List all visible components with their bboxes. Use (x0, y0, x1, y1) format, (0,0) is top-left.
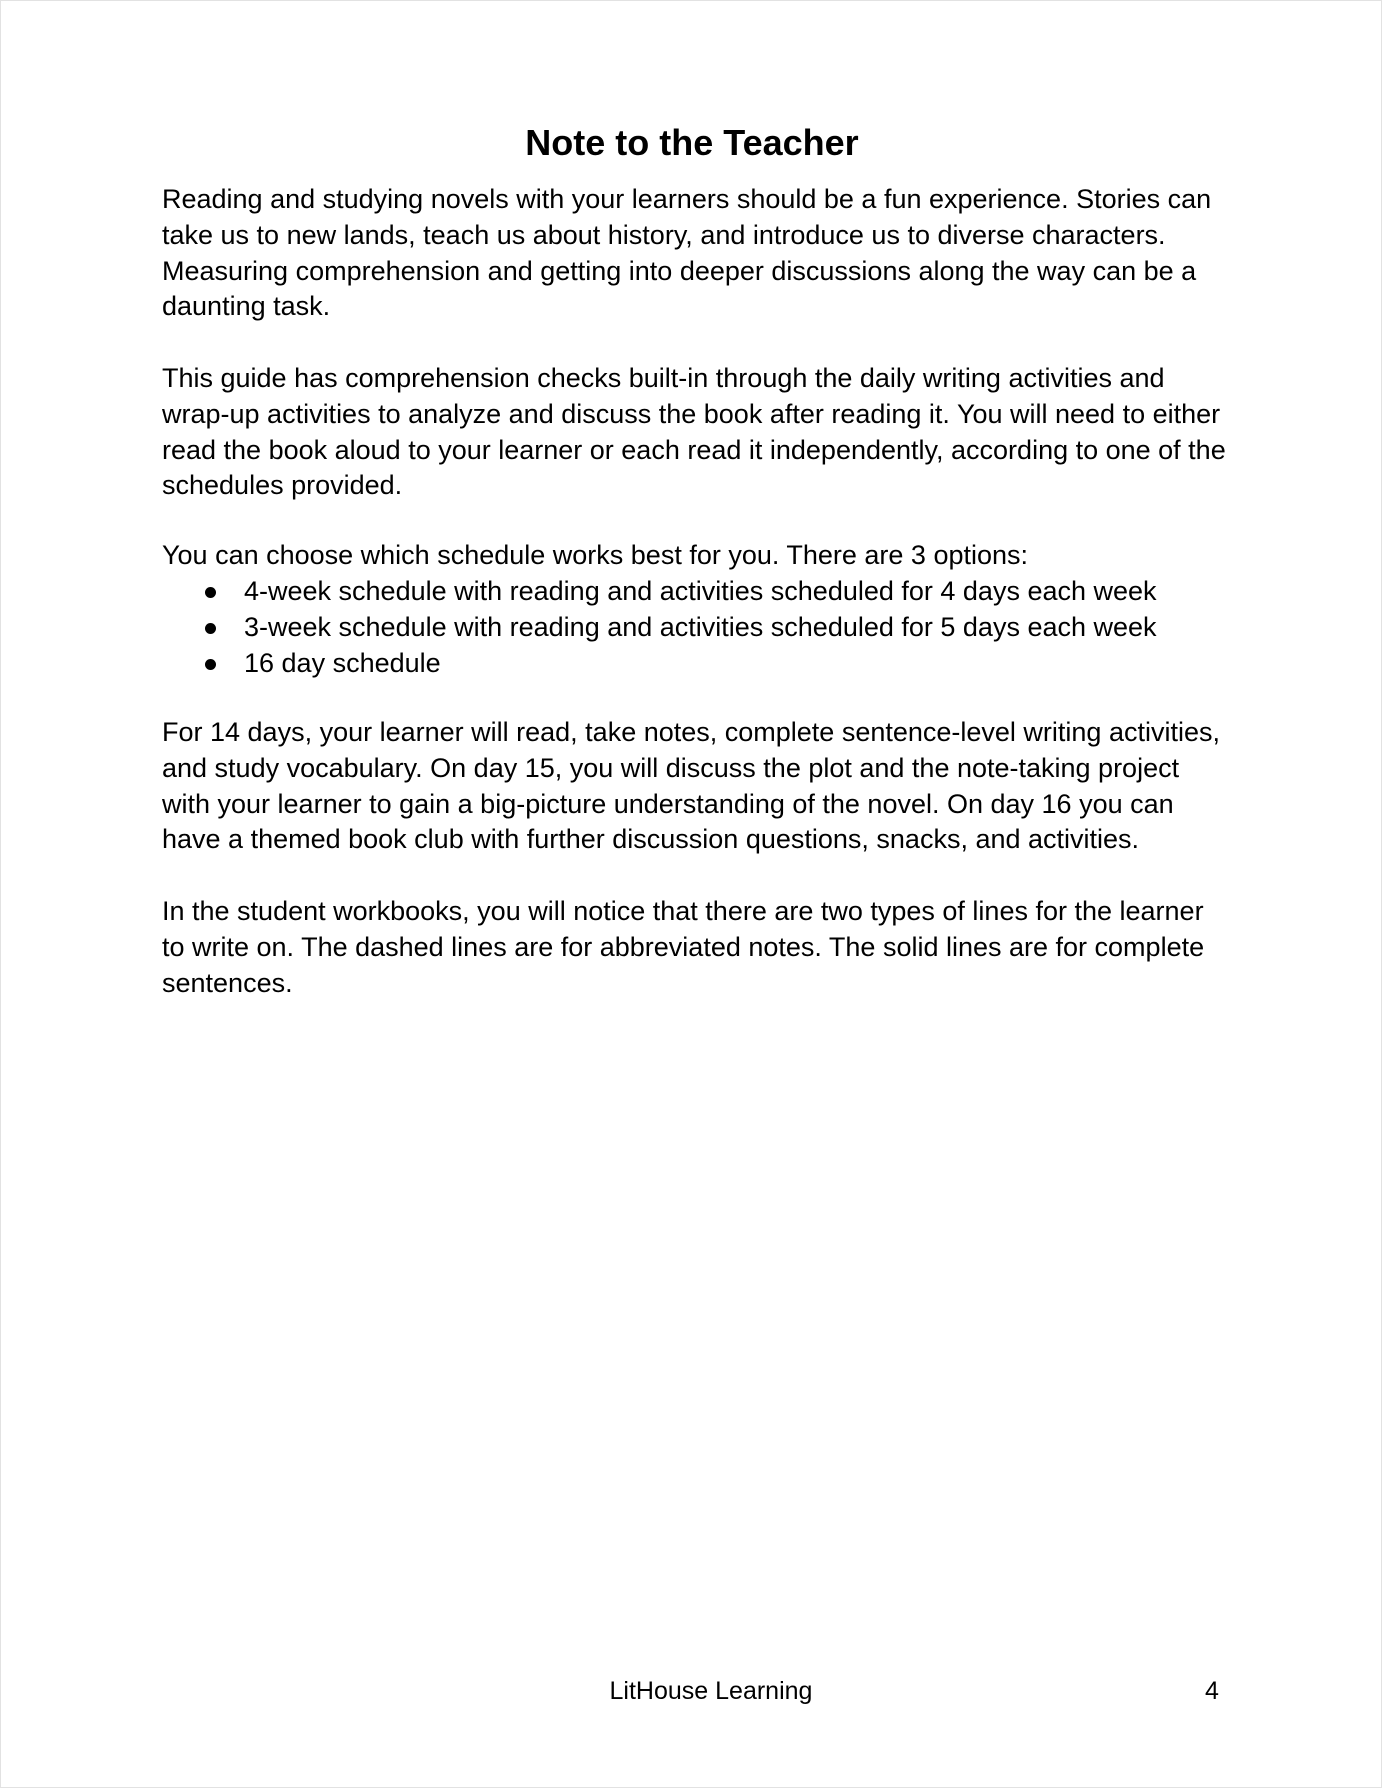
schedule-option-text: 16 day schedule (244, 647, 441, 678)
bullet-icon (205, 587, 216, 598)
bullet-icon (205, 659, 216, 670)
intro-paragraph: Reading and studying novels with your learners should be a fun experience. Stories can take us to new lands, teach us about history, and introduce us to diverse characters. Measuring comprehension and getting into deeper discussions along the way can be a daunting task. (162, 184, 1212, 322)
list-item (162, 646, 1232, 682)
page-title: Note to the Teacher (525, 122, 859, 163)
list-item (162, 574, 1232, 610)
workbook-paragraph: In the student workbooks, you will notice that there are two types of lines for the learner to write on. The dashed lines are for abbreviated notes. The solid lines are for complete sentences. (162, 896, 1205, 998)
guide-paragraph: This guide has comprehension checks built-in through the daily writing activities and wrap-up activities to analyze and discuss the book after reading it. You will need to either read the book aloud to your learner or each read it independently, according to one of the schedules provided. (162, 363, 1226, 501)
schedule-intro-paragraph: You can choose which schedule works best for you. There are 3 options: (162, 540, 1029, 570)
page-number: 4 (1205, 1677, 1219, 1705)
process-paragraph: For 14 days, your learner will read, take notes, complete sentence-level writing activities, and study vocabulary. On day 15, you will discuss the plot and the note-taking project with your learner to gain a big-picture understanding of the novel. On day 16 you can have a themed book club with further discussion questions, snacks, and activities. (162, 717, 1220, 855)
footer-brand: LitHouse Learning (609, 1677, 813, 1705)
bullet-icon (205, 623, 216, 634)
schedule-option-text: 4-week schedule with reading and activities scheduled for 4 days each week (244, 576, 1157, 606)
schedule-options-list (162, 574, 1232, 681)
list-item (162, 610, 1232, 646)
schedule-option-text: 3-week schedule with reading and activities scheduled for 5 days each week (244, 611, 1157, 642)
